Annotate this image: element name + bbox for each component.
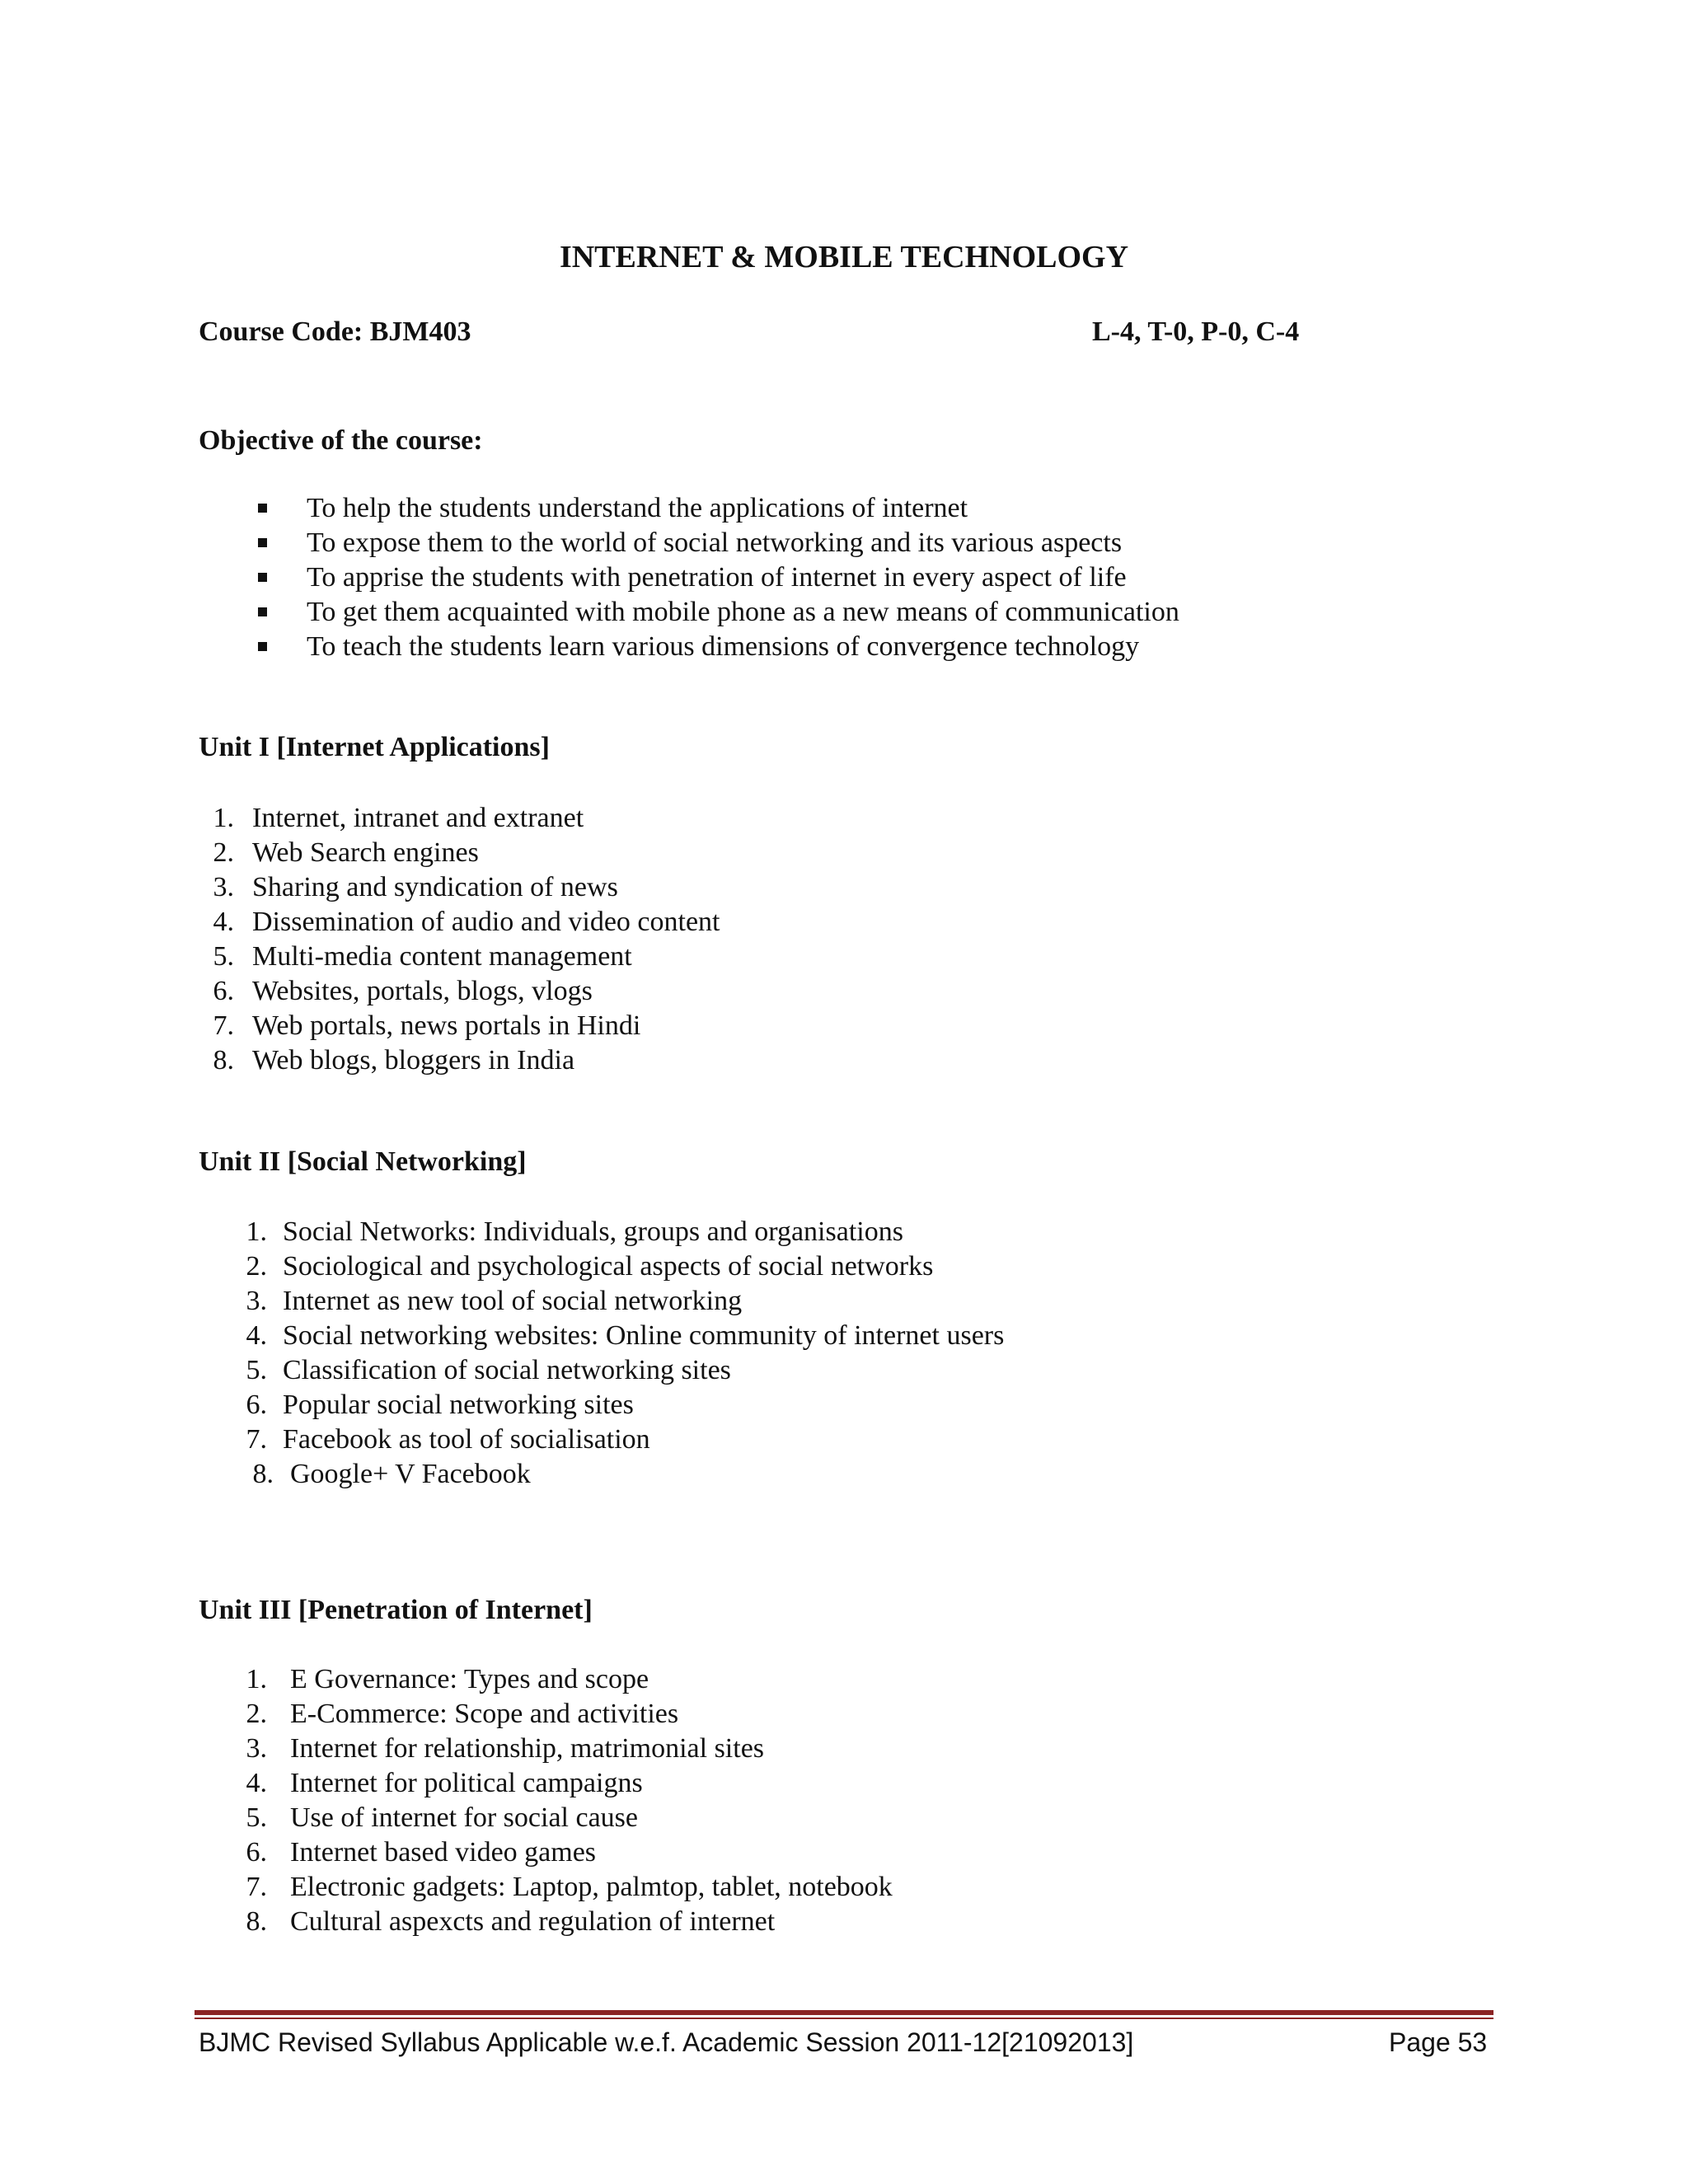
list-item <box>231 1766 643 1801</box>
list-item <box>198 801 584 836</box>
list-item <box>198 1009 640 1043</box>
list-item <box>231 1422 650 1457</box>
item-number: 7. <box>213 1010 234 1041</box>
square-bullet-icon <box>258 607 267 616</box>
objective-heading: Objective of the course: <box>199 425 483 456</box>
objective-text: To expose them to the world of social networking and its various aspects <box>307 527 1123 558</box>
list-item <box>237 1457 531 1492</box>
square-bullet-icon <box>258 573 267 582</box>
item-number: 3. <box>246 1733 267 1764</box>
item-text: Cultural aspexcts and regulation of internet <box>290 1906 776 1937</box>
item-number: 1. <box>246 1664 267 1694</box>
list-item <box>231 1249 933 1284</box>
item-number: 3. <box>246 1286 267 1316</box>
item-text: Websites, portals, blogs, vlogs <box>252 976 593 1006</box>
objective-text: To apprise the students with penetration of internet in every aspect of life <box>307 562 1127 593</box>
item-number: 6. <box>213 976 234 1006</box>
item-number: 8. <box>246 1906 267 1937</box>
course-credits: L-4, T-0, P-0, C-4 <box>1092 316 1300 347</box>
item-text: Classification of social networking sites <box>283 1355 731 1385</box>
list-item <box>231 1870 893 1905</box>
list-item <box>231 1215 903 1249</box>
item-text: Electronic gadgets: Laptop, palmtop, tablet, notebook <box>290 1872 893 1902</box>
footer-rule-thick <box>195 2010 1493 2015</box>
item-number: 2. <box>213 837 234 868</box>
item-number: 1. <box>213 803 234 833</box>
item-text: Internet for political campaigns <box>290 1768 643 1798</box>
item-number: 8. <box>213 1045 234 1076</box>
list-item <box>231 1388 634 1422</box>
list-item <box>231 1801 638 1835</box>
item-text: Facebook as tool of socialisation <box>283 1424 650 1455</box>
item-number: 7. <box>246 1872 267 1902</box>
item-number: 4. <box>246 1320 267 1351</box>
list-item <box>198 974 593 1009</box>
list-item <box>231 1353 731 1388</box>
item-text: Use of internet for social cause <box>290 1802 638 1833</box>
unit-heading: Unit II [Social Networking] <box>199 1146 527 1177</box>
item-number: 4. <box>246 1768 267 1798</box>
list-item <box>198 870 618 905</box>
list-item <box>231 1697 678 1732</box>
list-item <box>231 1835 596 1870</box>
item-number: 6. <box>246 1390 267 1420</box>
item-text: Dissemination of audio and video content <box>252 907 720 937</box>
list-item <box>198 940 632 974</box>
item-number: 1. <box>246 1216 267 1247</box>
item-text: Internet for relationship, matrimonial sites <box>290 1733 765 1764</box>
item-text: Internet based video games <box>290 1837 597 1868</box>
item-text: Internet, intranet and extranet <box>252 803 584 833</box>
item-text: Web blogs, bloggers in India <box>252 1045 575 1076</box>
item-number: 2. <box>246 1251 267 1282</box>
unit-heading: Unit III [Penetration of Internet] <box>199 1595 593 1625</box>
item-number: 7. <box>246 1424 267 1455</box>
item-text: Internet as new tool of social networking <box>283 1286 743 1316</box>
list-item <box>198 836 479 870</box>
item-text: Social networking websites: Online community of internet users <box>283 1320 1005 1351</box>
item-text: Social Networks: Individuals, groups and organisations <box>283 1216 903 1247</box>
objective-text: To get them acquainted with mobile phone as a new means of communication <box>307 597 1179 627</box>
item-text: Google+ V Facebook <box>290 1459 531 1489</box>
item-number: 3. <box>213 872 234 902</box>
page-title: INTERNET & MOBILE TECHNOLOGY <box>559 240 1129 274</box>
item-text: E-Commerce: Scope and activities <box>290 1699 679 1729</box>
list-item <box>231 1732 764 1766</box>
item-text: E Governance: Types and scope <box>290 1664 649 1694</box>
item-text: Sociological and psychological aspects of social networks <box>283 1251 934 1282</box>
list-item <box>198 905 720 940</box>
square-bullet-icon <box>258 538 267 547</box>
list-item <box>231 1662 649 1697</box>
list-item <box>231 1905 775 1939</box>
item-number: 5. <box>213 941 234 972</box>
item-number: 4. <box>213 907 234 937</box>
page-number: Page 53 <box>1389 2027 1488 2057</box>
item-text: Sharing and syndication of news <box>252 872 618 902</box>
list-item <box>231 1319 1004 1353</box>
footer-rule-thin <box>195 2018 1493 2019</box>
item-number: 2. <box>246 1699 267 1729</box>
square-bullet-icon <box>258 504 267 513</box>
item-number: 5. <box>246 1355 267 1385</box>
item-text: Web Search engines <box>252 837 479 868</box>
item-number: 8. <box>252 1459 274 1489</box>
square-bullet-icon <box>258 642 267 651</box>
unit-heading: Unit I [Internet Applications] <box>199 732 550 762</box>
item-number: 5. <box>246 1802 267 1833</box>
item-text: Popular social networking sites <box>283 1390 634 1420</box>
objective-text: To help the students understand the applications of internet <box>307 493 968 523</box>
list-item <box>231 1284 742 1319</box>
item-text: Multi-media content management <box>252 941 632 972</box>
objective-text: To teach the students learn various dimensions of convergence technology <box>307 631 1140 662</box>
footer-text: BJMC Revised Syllabus Applicable w.e.f. Academic Session 2011-12[21092013] <box>199 2027 1134 2057</box>
item-number: 6. <box>246 1837 267 1868</box>
item-text: Web portals, news portals in Hindi <box>252 1010 641 1041</box>
list-item <box>198 1043 574 1078</box>
course-code: Course Code: BJM403 <box>199 316 471 347</box>
